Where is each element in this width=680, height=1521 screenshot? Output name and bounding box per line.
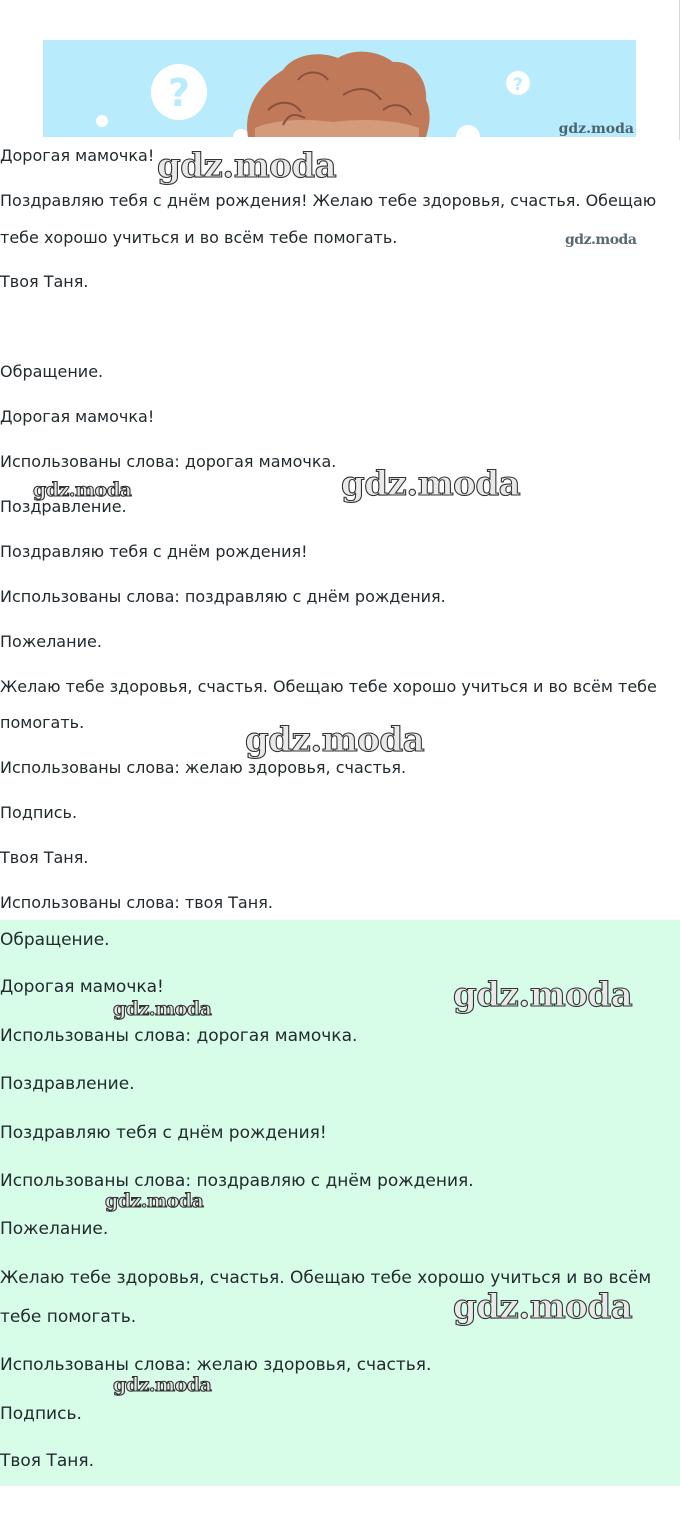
watermark: gdz.moda: [245, 720, 425, 760]
banner-watermark: gdz.moda: [558, 121, 634, 137]
analysis-wish-text-line-1: Желаю тебе здоровья, счастья. Обещаю тебе хорошо учиться и во всём тебе: [0, 677, 657, 696]
answer-wish-words: Использованы слова: желаю здоровья, счастья.: [0, 1355, 432, 1375]
analysis-signature-title: Подпись.: [0, 803, 78, 822]
analysis-wish-text-line-2: помогать.: [0, 713, 85, 732]
analysis-congrats-text: Поздравляю тебя с днём рождения!: [0, 542, 308, 561]
answer-congrats-text: Поздравляю тебя с днём рождения!: [0, 1123, 327, 1143]
letter-body-line-2: тебе хорошо учиться и во всём тебе помогать.: [0, 228, 398, 247]
svg-text:?: ?: [167, 71, 191, 115]
answer-congrats-words: Использованы слова: поздравляю с днём рождения.: [0, 1171, 474, 1191]
watermark: gdz.moda: [453, 1287, 633, 1327]
answer-address-text: Дорогая мамочка!: [0, 977, 164, 997]
analysis-signature-text: Твоя Таня.: [0, 848, 89, 867]
answer-address-title: Обращение.: [0, 930, 110, 950]
analysis-congrats-words: Использованы слова: поздравляю с днём рождения.: [0, 587, 446, 606]
header-illustration: [43, 40, 636, 137]
watermark: gdz.moda: [113, 998, 212, 1020]
watermark: gdz.moda: [341, 464, 521, 504]
analysis-wish-words: Использованы слова: желаю здоровья, счастья.: [0, 758, 407, 777]
watermark: gdz.moda: [33, 479, 132, 501]
watermark: gdz.moda: [105, 1190, 204, 1212]
answer-wish-text-line-1: Желаю тебе здоровья, счастья. Обещаю тебе хорошо учиться и во всём: [0, 1268, 652, 1288]
answer-signature-text: Твоя Таня.: [0, 1451, 94, 1471]
answer-wish-text-line-2: тебе помогать.: [0, 1307, 137, 1327]
answer-congrats-title: Поздравление.: [0, 1074, 135, 1094]
analysis-wish-title: Пожелание.: [0, 632, 102, 651]
watermark: gdz.moda: [565, 232, 637, 248]
watermark: gdz.moda: [453, 975, 633, 1015]
letter-signature: Твоя Таня.: [0, 272, 89, 291]
answer-signature-title: Подпись.: [0, 1404, 82, 1424]
answer-address-words: Использованы слова: дорогая мамочка.: [0, 1026, 358, 1046]
analysis-address-title: Обращение.: [0, 362, 104, 381]
analysis-signature-words: Использованы слова: твоя Таня.: [0, 893, 273, 912]
letter-body-line-1: Поздравляю тебя с днём рождения! Желаю тебе здоровья, счастья. Обещаю: [0, 191, 657, 210]
girl-hair-illustration: [43, 40, 636, 137]
watermark: gdz.moda: [113, 1374, 212, 1396]
answer-wish-title: Пожелание.: [0, 1219, 109, 1239]
watermark: gdz.moda: [157, 146, 337, 186]
svg-text:?: ?: [513, 75, 523, 95]
letter-greeting: Дорогая мамочка!: [0, 146, 155, 165]
analysis-address-text: Дорогая мамочка!: [0, 407, 155, 426]
analysis-congrats-title: Поздравление.: [0, 497, 127, 516]
analysis-address-words: Использованы слова: дорогая мамочка.: [0, 452, 337, 471]
